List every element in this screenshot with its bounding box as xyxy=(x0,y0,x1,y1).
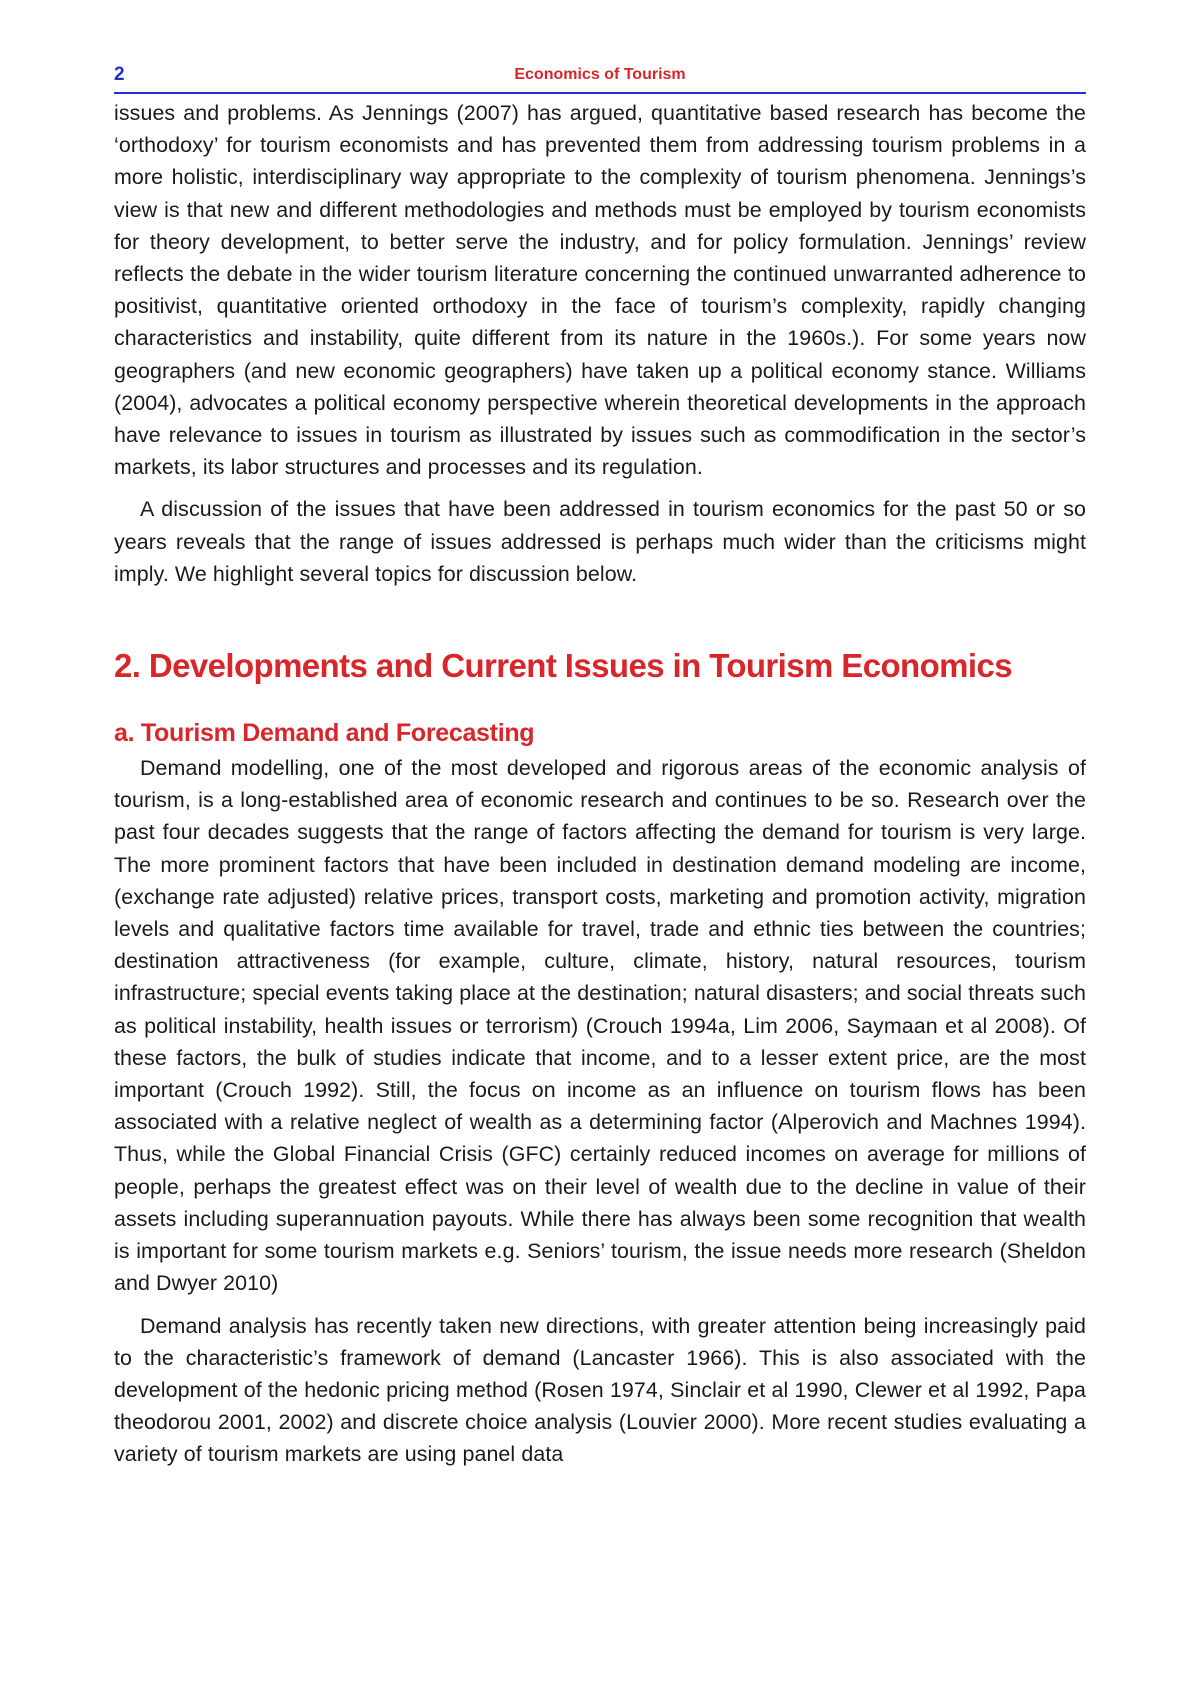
section-heading: 2. Developments and Current Issues in Tourism Economics xyxy=(114,647,1012,685)
paragraph-discussion: A discussion of the issues that have been addressed in tourism economics for the past 50 or so years reveals that the range of issues addressed is perhaps much wider than the criticisms might imply. We highlight several topics for discussion below. xyxy=(114,497,1086,586)
paragraph-continued: issues and problems. As Jennings (2007) has argued, quantitative based research has become the ‘orthodoxy’ for tourism economists and has prevented them from addressing tourism problems in a more holistic, interdisciplinary way appropriate to the complexity of tourism phenomena. Jennings’s view is that new and different methodologies and methods must be employed by tourism economists for theory development, to better serve the industry, and for policy formulation. Jennings’ review reflects the debate in the wider tourism literature concerning the continued unwarranted adherence to positivist, quantitative oriented orthodoxy in the face of tourism’s complexity, rapidly changing characteristics and instability, quite different from its nature in the 1960s.). For some years now geographers (and new economic geographers) have taken up a political economy stance. Williams (2004), advocates a political economy perspective wherein theoretical developments in the approach have relevance to issues in tourism as illustrated by issues such as commodification in the sector’s markets, its labor structures and processes and its regulation. xyxy=(114,101,1086,480)
running-title: Economics of Tourism xyxy=(514,66,686,83)
running-header xyxy=(114,58,1086,94)
paragraph-demand-modelling: Demand modelling, one of the most developed and rigorous areas of the economic analysis of tourism, is a long-established area of economic research and continues to be so. Research over the past four decades suggests that the range of factors affecting the demand for tourism is very large. The more prominent factors that have been included in destination demand modeling are income, (exchange rate adjusted) relative prices, transport costs, marketing and promotion activity, migration levels and qualitative factors time available for travel, trade and ethnic ties between the countries; destination attractiveness (for example, culture, climate, history, natural resources, tourism infrastructure; special events taking place at the destination; natural disasters; and social threats such as political instability, health issues or terrorism) (Crouch 1994a, Lim 2006, Saymaan et al 2008). Of these factors, the bulk of studies indicate that income, and to a lesser extent price, are the most important (Crouch 1992). Still, the focus on income as an influence on tourism flows has been associated with a relative neglect of wealth as a determining factor (Alperovich and Machnes 1994). Thus, while the Global Financial Crisis (GFC) certainly reduced incomes on average for millions of people, perhaps the greatest effect was on their level of wealth due to the decline in value of their assets including superannuation payouts. While there has always been some recognition that wealth is important for some tourism markets e.g. Seniors’ tourism, the issue needs more research (Sheldon and Dwyer 2010) xyxy=(114,756,1086,1296)
document-page xyxy=(114,58,1086,1471)
page-number: 2 xyxy=(114,64,125,85)
subsection-heading: a. Tourism Demand and Forecasting xyxy=(114,719,535,748)
paragraph-demand-analysis: Demand analysis has recently taken new directions, with greater attention being increasingly paid to the characteristic’s framework of demand (Lancaster 1966). This is also associated with the development of the hedonic pricing method (Rosen 1974, Sinclair et al 1990, Clewer et al 1992, Papa theodorou 2001, 2002) and discrete choice analysis (Louvier 2000). More recent studies evaluating a variety of tourism markets are using panel data xyxy=(114,1313,1086,1467)
